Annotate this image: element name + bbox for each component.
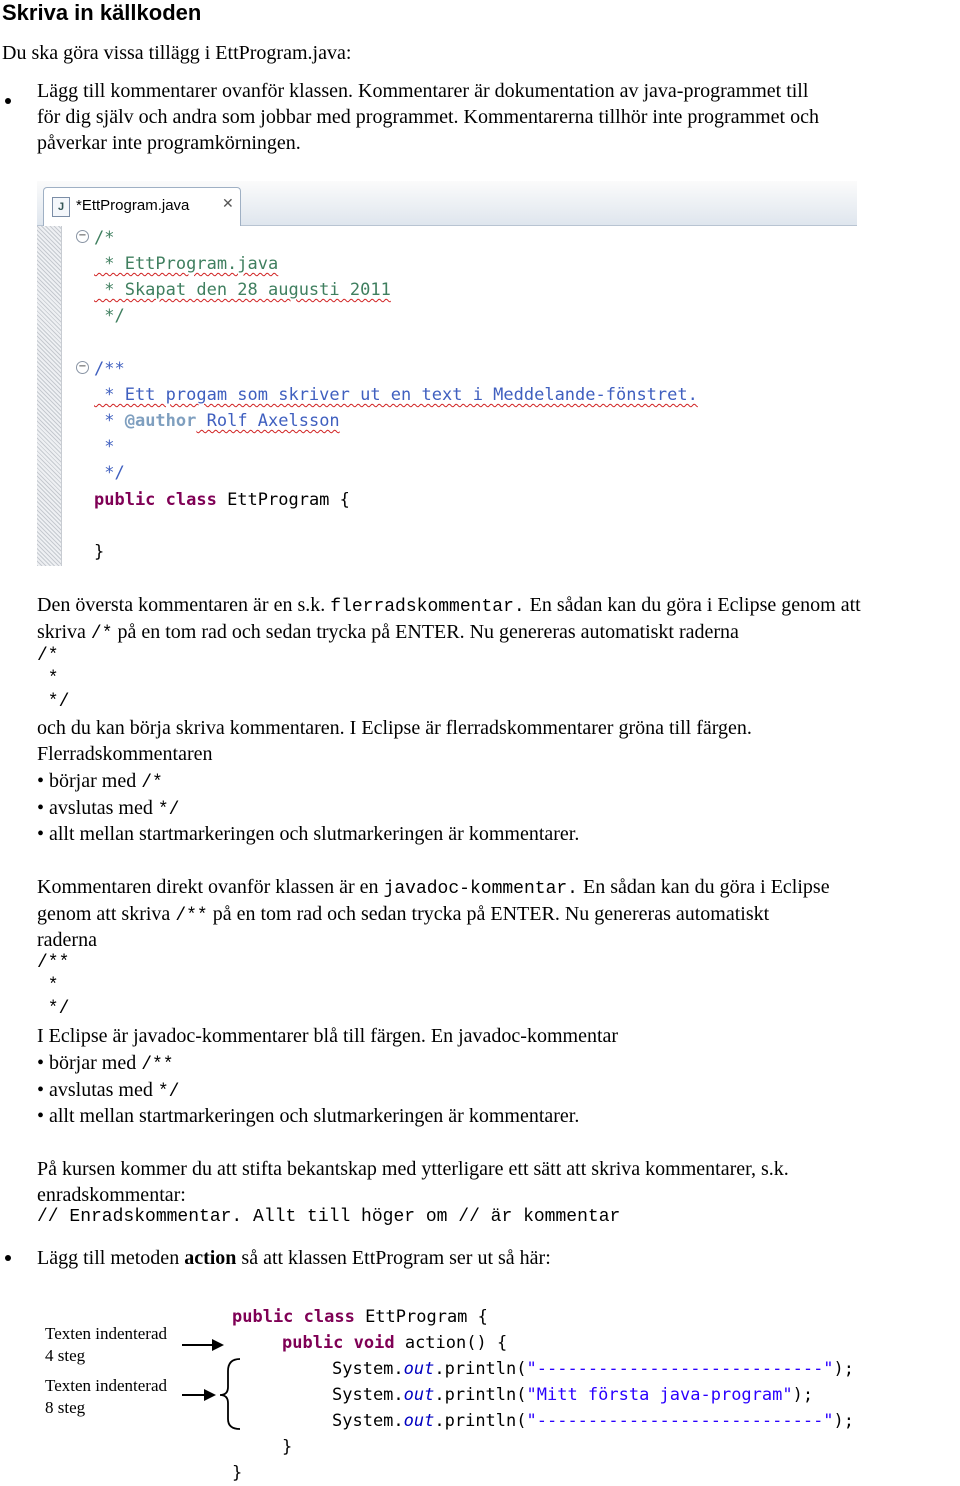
annotation-4-line1: Texten indenterad: [45, 1324, 168, 1343]
para2-line3: raderna: [37, 929, 97, 951]
text: Lägg till metoden: [37, 1247, 185, 1269]
bullet1-line3: påverkar inte programkörningen.: [37, 132, 301, 154]
code-text: * Skapat den 28 augusti 2011: [94, 280, 391, 300]
para2-item: [37, 1077, 179, 1105]
code-line: }: [94, 542, 105, 562]
para1-line1: [37, 592, 861, 620]
fold-collapse-icon[interactable]: −: [76, 361, 89, 374]
para2-line1: [37, 874, 830, 902]
annotation-4-line2: 4 steg: [45, 1346, 86, 1365]
para1-item: • allt mellan startmarkeringen och slutmarkeringen är kommentarer.: [37, 823, 580, 845]
code-sample: /*: [37, 646, 59, 666]
para2-line4: I Eclipse är javadoc-kommentarer blå till färgen. En javadoc-kommentar: [37, 1025, 619, 1047]
editor-gutter: [37, 226, 62, 566]
annotation-arrows: [180, 1325, 250, 1435]
code-line: [332, 1356, 854, 1382]
inline-code: flerradskommentar.: [330, 597, 525, 617]
code-sample: /**: [37, 953, 70, 973]
keyword: public class: [232, 1307, 355, 1327]
java-file-icon: J: [52, 197, 70, 217]
inline-code: /*: [90, 624, 113, 644]
code-sample: *: [37, 669, 59, 689]
page-title: Skriva in källkoden: [2, 0, 202, 25]
para2-item: [37, 1050, 174, 1078]
field: out: [403, 1385, 435, 1405]
code-sample: */: [37, 999, 70, 1019]
text: Kommentaren direkt ovanför klassen är en: [37, 876, 384, 898]
text: skriva: [37, 621, 91, 643]
inline-code: */: [157, 800, 180, 820]
code-line: [94, 408, 340, 434]
bullet2-text: [37, 1245, 551, 1271]
para2-item: • allt mellan startmarkeringen och slutmarkeringen är kommentarer.: [37, 1105, 580, 1127]
code-text: * EttProgram.java: [94, 254, 279, 274]
text: Den översta kommentaren är en s.k.: [37, 594, 331, 616]
code-line: */: [94, 306, 125, 326]
text: • börjar med: [37, 770, 142, 792]
inline-code: /*: [141, 773, 163, 793]
eclipse-editor: [37, 181, 857, 566]
code-text: Rolf Axelsson: [196, 411, 340, 431]
text: så att klassen EttProgram ser ut så här:: [236, 1247, 551, 1269]
string-literal: "----------------------------": [526, 1411, 834, 1431]
bold-text: action: [184, 1247, 237, 1269]
code-line: [94, 277, 391, 303]
para2-line2: [37, 901, 769, 929]
code-text: );: [792, 1385, 814, 1405]
code-text: .println(: [434, 1411, 527, 1431]
code-text: EttProgram {: [216, 490, 350, 510]
text: genom att skriva: [37, 903, 176, 925]
text: på en tom rad och sedan trycka på ENTER. Nu genereras automatiskt: [207, 903, 770, 925]
bullet1-line1: Lägg till kommentarer ovanför klassen. Kommentarer är dokumentation av java-programmet till: [37, 80, 809, 102]
fold-collapse-icon[interactable]: −: [76, 230, 89, 243]
code-line: [94, 251, 278, 277]
text: • avslutas med: [37, 1079, 158, 1101]
code-text: action() {: [394, 1333, 508, 1353]
intro-text: Du ska göra vissa tillägg i EttProgram.java:: [2, 42, 352, 64]
code-line: [232, 1304, 488, 1330]
code-text: System.: [332, 1385, 404, 1405]
close-icon[interactable]: ✕: [222, 196, 234, 212]
field: out: [403, 1359, 435, 1379]
bullet-dot: [5, 98, 11, 104]
editor-tab-bar: [37, 181, 857, 226]
code-sample: // Enradskommentar. Allt till höger om // är kommentar: [37, 1207, 621, 1227]
annotation-8-line1: Texten indenterad: [45, 1376, 168, 1395]
annotation-8-line2: 8 steg: [45, 1398, 86, 1417]
inline-code: */: [157, 1082, 180, 1102]
code-line: [94, 382, 698, 408]
code-line: }: [232, 1463, 243, 1483]
code-text: .println(: [434, 1385, 527, 1405]
code-line: /**: [94, 359, 125, 379]
code-text: *: [94, 411, 125, 431]
bullet1-line2: för dig själv och andra som jobbar med programmet. Kommentarerna tillhör inte programmet och: [37, 106, 819, 128]
arrow-head: [212, 1339, 224, 1351]
arrow-head: [204, 1389, 216, 1401]
javadoc-tag: @author: [124, 411, 197, 431]
para3-line1: På kursen kommer du att stifta bekantskap med ytterligare ett sätt att skriva kommentarer, s.k.: [37, 1158, 789, 1180]
para3-line2: enradskommentar:: [37, 1184, 186, 1206]
curly-brace: [220, 1359, 240, 1429]
code-text: * Ett progam som skriver ut en text i Meddelande-fönstret.: [94, 385, 698, 405]
code-line: [332, 1408, 854, 1434]
text: En sådan kan du göra i Eclipse: [577, 876, 830, 898]
code-text: EttProgram {: [354, 1307, 488, 1327]
code-line: }: [282, 1437, 293, 1457]
string-literal: "Mitt första java-program": [526, 1385, 793, 1405]
bullet-dot: [5, 1255, 11, 1261]
code-sample: *: [37, 976, 59, 996]
para1-item: [37, 795, 179, 823]
text: • avslutas med: [37, 797, 158, 819]
code-line: *: [94, 437, 115, 457]
inline-code: javadoc-kommentar.: [383, 879, 578, 899]
para1-line3: och du kan börja skriva kommentaren. I Eclipse är flerradskommentarer gröna till färgen.: [37, 717, 752, 739]
para1-line4: Flerradskommentaren: [37, 743, 213, 765]
string-literal: "----------------------------": [526, 1359, 834, 1379]
field: out: [403, 1411, 435, 1431]
code-text: System.: [332, 1359, 404, 1379]
code-sample: */: [37, 692, 70, 712]
code-text: );: [833, 1359, 855, 1379]
inline-code: /**: [141, 1055, 174, 1075]
code-text: .println(: [434, 1359, 527, 1379]
code-line: [282, 1330, 507, 1356]
keyword: public class: [94, 490, 217, 510]
code-line: /*: [94, 228, 115, 248]
text: • börjar med: [37, 1052, 142, 1074]
code-text: );: [833, 1411, 855, 1431]
keyword: public void: [282, 1333, 395, 1353]
inline-code: /**: [175, 906, 208, 926]
editor-tab[interactable]: [43, 187, 241, 226]
code-line: */: [94, 463, 125, 483]
text: på en tom rad och sedan trycka på ENTER. Nu genereras automatiskt raderna: [112, 621, 739, 643]
text: En sådan kan du göra i Eclipse genom att: [524, 594, 861, 616]
code-line: [332, 1382, 813, 1408]
para1-item: [37, 768, 163, 796]
para1-line2: [37, 619, 739, 647]
editor-tab-label: *EttProgram.java: [76, 197, 190, 214]
code-line: [94, 487, 350, 513]
code-text: System.: [332, 1411, 404, 1431]
